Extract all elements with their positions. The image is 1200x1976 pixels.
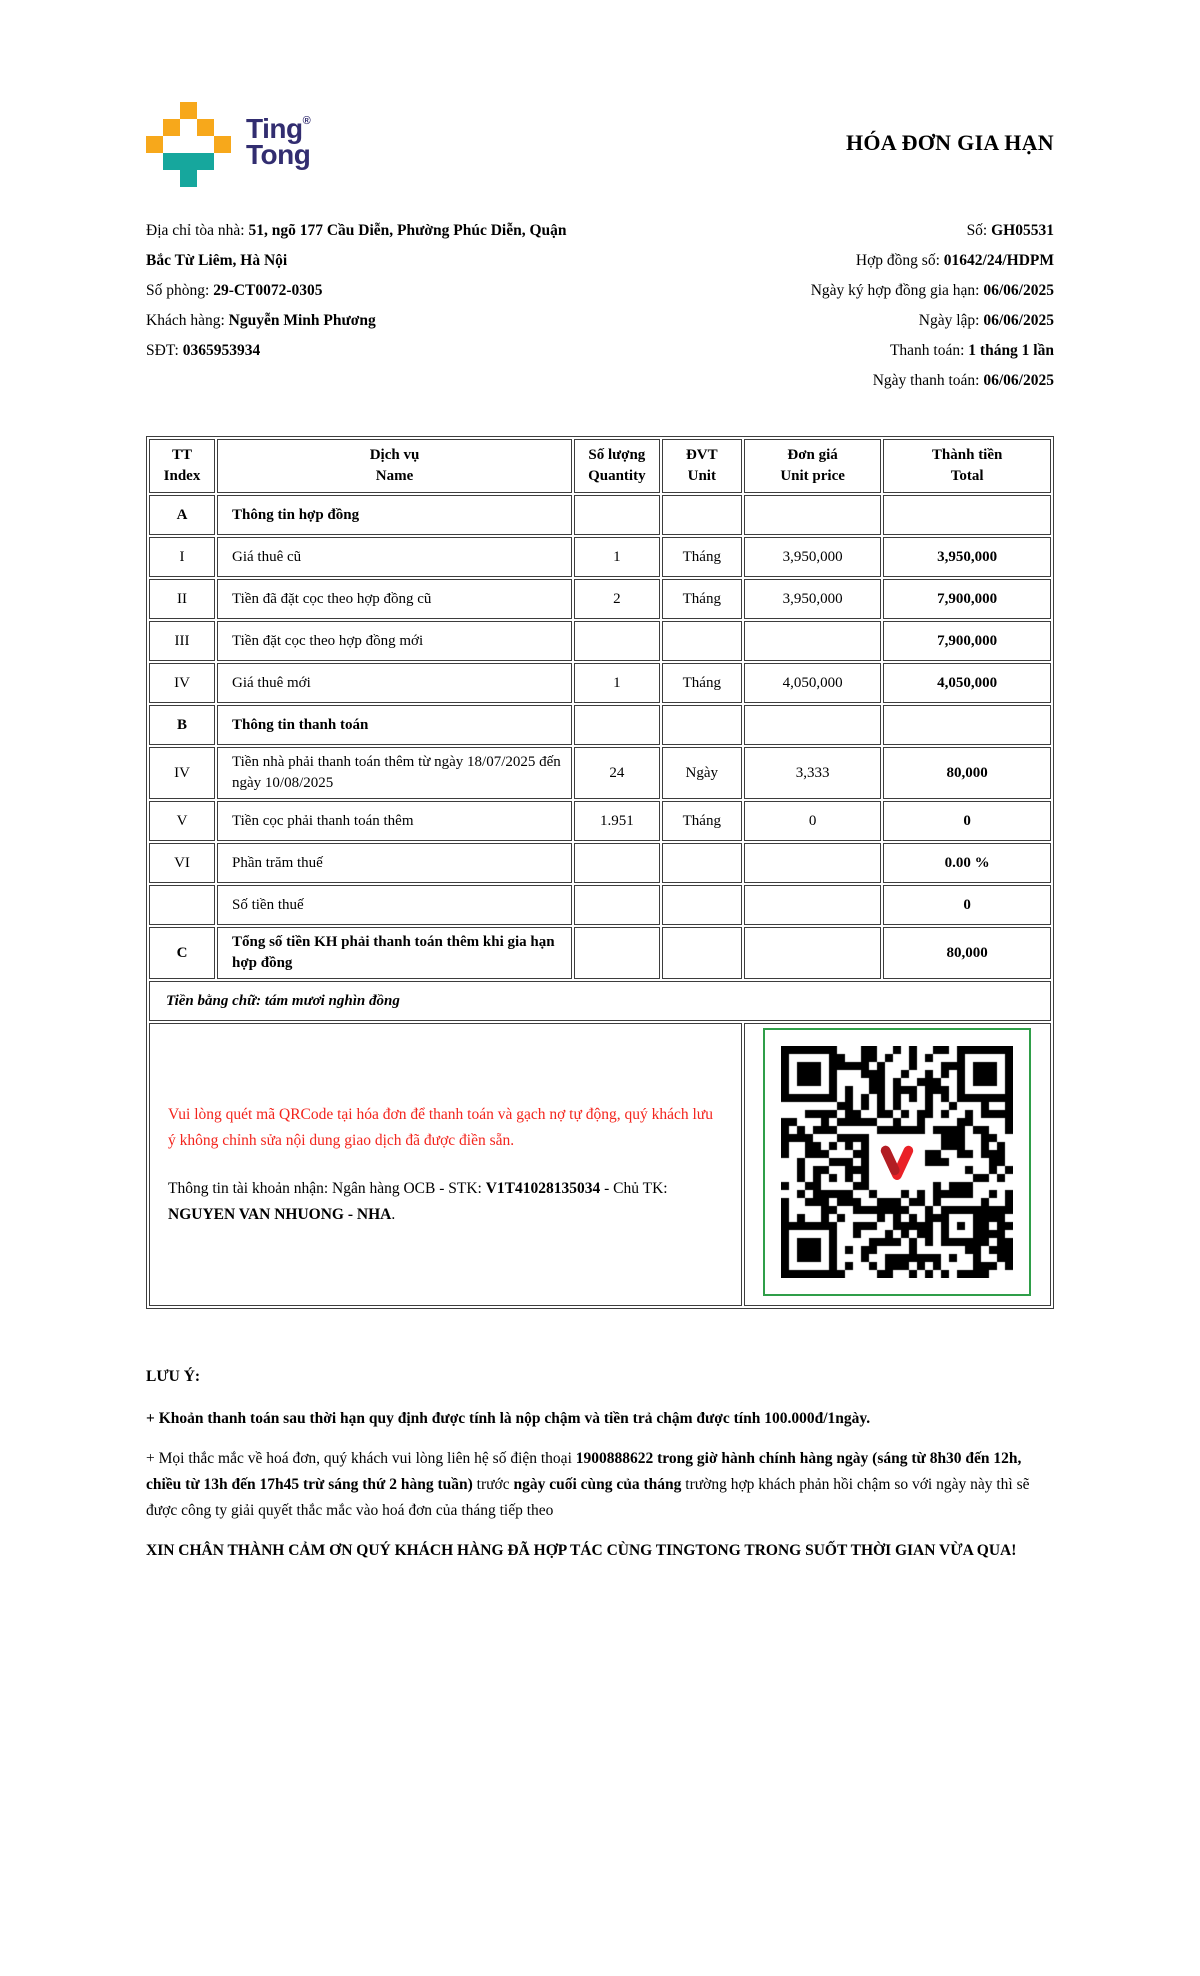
cell-total: 4,050,000 (883, 663, 1051, 703)
cell-unit-price: 3,950,000 (744, 537, 881, 577)
cell-total: 80,000 (883, 927, 1051, 979)
table-row (149, 705, 1051, 745)
cell-name: Giá thuê cũ (217, 537, 572, 577)
info-section (146, 216, 1054, 396)
amount-in-words-row (149, 981, 1051, 1021)
registered-mark: ® (302, 115, 311, 127)
column-header: Đơn giá Unit price (744, 439, 881, 493)
cell-quantity: 1 (574, 663, 660, 703)
column-header: TT Index (149, 439, 215, 493)
cell-unit-price (744, 927, 881, 979)
cell-name: Thông tin thanh toán (217, 705, 572, 745)
sign-date-line: Ngày ký hợp đồng gia hạn: 06/06/2025 (810, 282, 1054, 299)
cell-quantity (574, 621, 660, 661)
account-info: Thông tin tài khoản nhận: Ngân hàng OCB - STK: V1T41028135034 - Chủ TK: NGUYEN VAN NHUONG - NHA. (168, 1179, 668, 1223)
table-row (149, 621, 1051, 661)
column-header: ĐVT Unit (662, 439, 742, 493)
table-row (149, 801, 1051, 841)
cell-unit (662, 495, 742, 535)
red-v-logo-icon (871, 1136, 923, 1188)
cell-unit: Tháng (662, 663, 742, 703)
cell-index: A (149, 495, 215, 535)
thank-you-message: XIN CHÂN THÀNH CẢM ƠN QUÝ KHÁCH HÀNG ĐÃ HỢP TÁC CÙNG TINGTONG TRONG SUỐT THỜI GIAN VỪA QUA! (146, 1542, 1017, 1559)
invoice-table (146, 436, 1054, 1309)
tingtong-logo-icon (146, 100, 234, 188)
cell-unit (662, 705, 742, 745)
cell-total: 0.00 % (883, 843, 1051, 883)
phone-line: SĐT: 0365953934 (146, 342, 261, 359)
table-header (149, 439, 1051, 493)
room-line: Số phòng: 29-CT0072-0305 (146, 282, 323, 299)
cell-quantity (574, 927, 660, 979)
invoice-number-line: Số: GH05531 (966, 222, 1054, 239)
cell-unit-price: 0 (744, 801, 881, 841)
cell-name: Tiền đã đặt cọc theo hợp đồng cũ (217, 579, 572, 619)
cell-quantity: 1 (574, 537, 660, 577)
customer-line: Khách hàng: Nguyễn Minh Phương (146, 312, 376, 329)
payment-date-line: Ngày thanh toán: 06/06/2025 (872, 372, 1054, 389)
table-row (149, 495, 1051, 535)
contact-note: + Mọi thắc mắc về hoá đơn, quý khách vui lòng liên hệ số điện thoại 1900888622 trong giờ hành chính hàng ngày (sáng từ 8h30 đến 12h, chiều từ 13h đến 17h45 trừ sáng thứ 2 hàng tuần) trước ngày cuối cùng của tháng trường hợp khách phản hồi chậm so với ngày này thì sẽ được công ty giải quyết thắc mắc vào hoá đơn của tháng tiếp theo (146, 1450, 1030, 1519)
cell-unit-price (744, 495, 881, 535)
cell-unit-price (744, 843, 881, 883)
cell-total: 3,950,000 (883, 537, 1051, 577)
cell-index: IV (149, 663, 215, 703)
logo-word-1: Ting (246, 113, 303, 144)
cell-index: II (149, 579, 215, 619)
payment-instructions (149, 1023, 742, 1306)
cell-unit (662, 621, 742, 661)
payment-cycle-line: Thanh toán: 1 tháng 1 lần (889, 342, 1054, 359)
cell-unit (662, 843, 742, 883)
cell-index: V (149, 801, 215, 841)
cell-name: Phần trăm thuế (217, 843, 572, 883)
table-row (149, 579, 1051, 619)
cell-total (883, 495, 1051, 535)
table-row (149, 663, 1051, 703)
issue-date-line: Ngày lập: 06/06/2025 (918, 312, 1054, 329)
table-row (149, 747, 1051, 799)
cell-index (149, 885, 215, 925)
cell-index: IV (149, 747, 215, 799)
address-line: Địa chỉ tòa nhà: 51, ngõ 177 Cầu Diễn, Phường Phúc Diễn, Quận Bắc Từ Liêm, Hà Nội (146, 222, 567, 269)
cell-index: C (149, 927, 215, 979)
cell-name: Số tiền thuế (217, 885, 572, 925)
qr-payment-row (149, 1023, 1051, 1306)
cell-unit-price (744, 621, 881, 661)
cell-name: Tiền cọc phải thanh toán thêm (217, 801, 572, 841)
cell-index: B (149, 705, 215, 745)
table-row (149, 843, 1051, 883)
cell-index: III (149, 621, 215, 661)
cell-unit-price (744, 705, 881, 745)
cell-quantity (574, 705, 660, 745)
table-row (149, 927, 1051, 979)
cell-index: I (149, 537, 215, 577)
cell-unit: Tháng (662, 801, 742, 841)
cell-total: 80,000 (883, 747, 1051, 799)
cell-quantity (574, 495, 660, 535)
notes-section (146, 1364, 1054, 1564)
cell-unit-price: 4,050,000 (744, 663, 881, 703)
amount-in-words: Tiền bằng chữ: tám mươi nghìn đồng (149, 981, 1051, 1021)
cell-name: Tiền nhà phải thanh toán thêm từ ngày 18/07/2025 đến ngày 10/08/2025 (217, 747, 572, 799)
cell-unit-price (744, 885, 881, 925)
page-title: HÓA ĐƠN GIA HẠN (845, 130, 1054, 155)
cell-unit (662, 885, 742, 925)
qr-scan-notice: Vui lòng quét mã QRCode tại hóa đơn để thanh toán và gạch nợ tự động, quý khách lưu ý không chỉnh sửa nội dung giao dịch đã được điền sẵn. (168, 1105, 713, 1149)
invoice-page (146, 0, 1054, 1564)
cell-total: 0 (883, 801, 1051, 841)
cell-name: Giá thuê mới (217, 663, 572, 703)
cell-total (883, 705, 1051, 745)
late-payment-note: + Khoản thanh toán sau thời hạn quy định được tính là nộp chậm và tiền trả chậm được tính 100.000đ/1ngày. (146, 1410, 871, 1427)
cell-quantity: 1.951 (574, 801, 660, 841)
table-row (149, 537, 1051, 577)
qr-code-frame (763, 1028, 1031, 1296)
column-header: Dịch vụ Name (217, 439, 572, 493)
cell-index: VI (149, 843, 215, 883)
customer-info (146, 216, 646, 396)
cell-unit: Tháng (662, 579, 742, 619)
cell-name: Tiền đặt cọc theo hợp đồng mới (217, 621, 572, 661)
tingtong-wordmark (246, 113, 311, 170)
column-header: Thành tiền Total (883, 439, 1051, 493)
header (146, 100, 1054, 188)
cell-name: Tổng số tiền KH phải thanh toán thêm khi gia hạn hợp đồng (217, 927, 572, 979)
contract-number-line: Hợp đồng số: 01642/24/HDPM (855, 252, 1054, 269)
cell-unit-price: 3,950,000 (744, 579, 881, 619)
cell-total: 7,900,000 (883, 621, 1051, 661)
cell-unit: Tháng (662, 537, 742, 577)
cell-quantity (574, 885, 660, 925)
cell-unit (662, 927, 742, 979)
invoice-info (654, 216, 1054, 396)
cell-unit-price: 3,333 (744, 747, 881, 799)
cell-quantity: 24 (574, 747, 660, 799)
cell-quantity (574, 843, 660, 883)
cell-name: Thông tin hợp đồng (217, 495, 572, 535)
cell-unit: Ngày (662, 747, 742, 799)
qr-cell (744, 1023, 1051, 1306)
cell-quantity: 2 (574, 579, 660, 619)
table-row (149, 885, 1051, 925)
logo-word-2: Tong (246, 139, 311, 170)
cell-total: 7,900,000 (883, 579, 1051, 619)
tingtong-logo (146, 100, 310, 188)
notes-title: LƯU Ý: (146, 1368, 201, 1385)
cell-total: 0 (883, 885, 1051, 925)
column-header: Số lượng Quantity (574, 439, 660, 493)
